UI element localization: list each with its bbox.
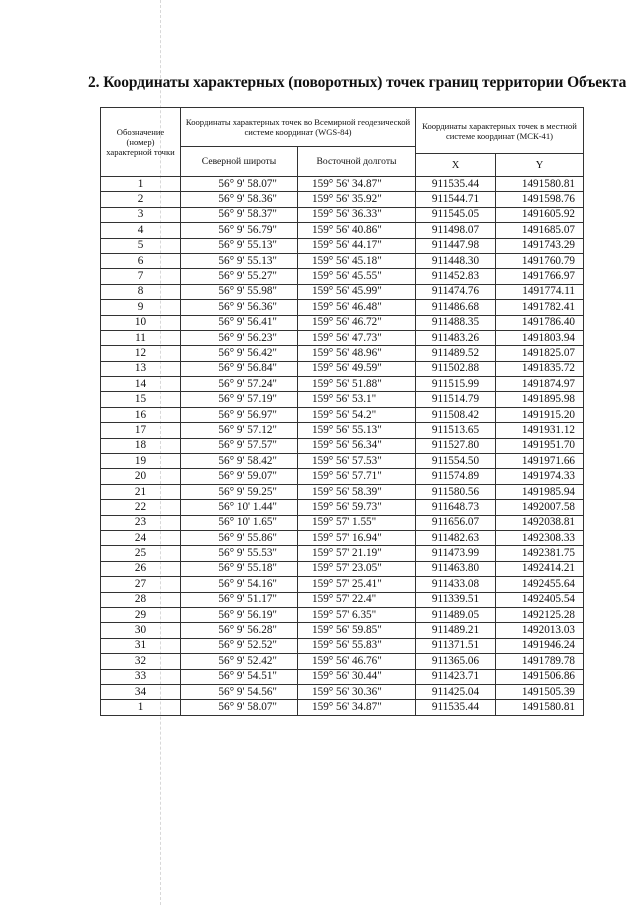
table-row bbox=[101, 700, 584, 715]
x-coordinate-cell: 911463.80 bbox=[416, 561, 496, 576]
longitude-cell: 159° 56' 51.88" bbox=[298, 377, 416, 392]
table-row bbox=[101, 300, 584, 315]
table-row bbox=[101, 654, 584, 669]
y-coordinate-cell: 1491951.70 bbox=[496, 438, 584, 453]
longitude-cell: 159° 56' 46.48" bbox=[298, 300, 416, 315]
table-row bbox=[101, 592, 584, 607]
longitude-cell: 159° 57' 21.19" bbox=[298, 546, 416, 561]
latitude-cell: 56° 9' 51.17" bbox=[181, 592, 298, 607]
latitude-cell: 56° 9' 52.42" bbox=[181, 654, 298, 669]
point-number-cell: 24 bbox=[101, 530, 181, 545]
y-coordinate-cell: 1491786.40 bbox=[496, 315, 584, 330]
x-coordinate-cell: 911447.98 bbox=[416, 238, 496, 253]
latitude-cell: 56° 9' 55.53" bbox=[181, 546, 298, 561]
x-coordinate-cell: 911488.35 bbox=[416, 315, 496, 330]
y-coordinate-cell: 1491789.78 bbox=[496, 654, 584, 669]
table-row bbox=[101, 638, 584, 653]
latitude-cell: 56° 9' 56.84" bbox=[181, 361, 298, 376]
x-coordinate-cell: 911489.05 bbox=[416, 607, 496, 622]
header-y: Y bbox=[496, 154, 584, 177]
point-number-cell: 10 bbox=[101, 315, 181, 330]
latitude-cell: 56° 9' 56.36" bbox=[181, 300, 298, 315]
table-row bbox=[101, 377, 584, 392]
y-coordinate-cell: 1491605.92 bbox=[496, 207, 584, 222]
y-coordinate-cell: 1491974.33 bbox=[496, 469, 584, 484]
longitude-cell: 159° 56' 44.17" bbox=[298, 238, 416, 253]
longitude-cell: 159° 56' 30.44" bbox=[298, 669, 416, 684]
header-longitude: Восточной долготы bbox=[298, 147, 416, 177]
point-number-cell: 13 bbox=[101, 361, 181, 376]
table-row bbox=[101, 238, 584, 253]
longitude-cell: 159° 57' 22.4" bbox=[298, 592, 416, 607]
longitude-cell: 159° 57' 6.35" bbox=[298, 607, 416, 622]
x-coordinate-cell: 911482.63 bbox=[416, 530, 496, 545]
longitude-cell: 159° 56' 34.87" bbox=[298, 700, 416, 715]
point-number-cell: 23 bbox=[101, 515, 181, 530]
y-coordinate-cell: 1492125.28 bbox=[496, 607, 584, 622]
latitude-cell: 56° 9' 58.42" bbox=[181, 454, 298, 469]
latitude-cell: 56° 9' 54.16" bbox=[181, 577, 298, 592]
x-coordinate-cell: 911544.71 bbox=[416, 192, 496, 207]
latitude-cell: 56° 9' 58.07" bbox=[181, 177, 298, 192]
longitude-cell: 159° 56' 45.99" bbox=[298, 284, 416, 299]
point-number-cell: 3 bbox=[101, 207, 181, 222]
longitude-cell: 159° 56' 36.33" bbox=[298, 207, 416, 222]
x-coordinate-cell: 911483.26 bbox=[416, 330, 496, 345]
longitude-cell: 159° 56' 30.36" bbox=[298, 684, 416, 699]
section-heading: 2. Координаты характерных (поворотных) точек границ территории Объекта bbox=[88, 74, 627, 91]
table-row bbox=[101, 484, 584, 499]
x-coordinate-cell: 911448.30 bbox=[416, 253, 496, 268]
x-coordinate-cell: 911648.73 bbox=[416, 500, 496, 515]
longitude-cell: 159° 56' 45.55" bbox=[298, 269, 416, 284]
longitude-cell: 159° 57' 16.94" bbox=[298, 530, 416, 545]
point-number-cell: 9 bbox=[101, 300, 181, 315]
latitude-cell: 56° 9' 58.36" bbox=[181, 192, 298, 207]
y-coordinate-cell: 1491782.41 bbox=[496, 300, 584, 315]
y-coordinate-cell: 1492038.81 bbox=[496, 515, 584, 530]
x-coordinate-cell: 911486.68 bbox=[416, 300, 496, 315]
y-coordinate-cell: 1492405.54 bbox=[496, 592, 584, 607]
latitude-cell: 56° 9' 56.28" bbox=[181, 623, 298, 638]
table-row bbox=[101, 269, 584, 284]
longitude-cell: 159° 56' 46.76" bbox=[298, 654, 416, 669]
table-row bbox=[101, 207, 584, 222]
point-number-cell: 34 bbox=[101, 684, 181, 699]
table-row bbox=[101, 284, 584, 299]
longitude-cell: 159° 56' 58.39" bbox=[298, 484, 416, 499]
point-number-cell: 6 bbox=[101, 253, 181, 268]
x-coordinate-cell: 911527.80 bbox=[416, 438, 496, 453]
table-row bbox=[101, 684, 584, 699]
header-latitude: Северной широты bbox=[181, 147, 298, 177]
y-coordinate-cell: 1492013.03 bbox=[496, 623, 584, 638]
x-coordinate-cell: 911452.83 bbox=[416, 269, 496, 284]
latitude-cell: 56° 9' 57.12" bbox=[181, 423, 298, 438]
y-coordinate-cell: 1491774.11 bbox=[496, 284, 584, 299]
point-number-cell: 30 bbox=[101, 623, 181, 638]
table-row bbox=[101, 515, 584, 530]
x-coordinate-cell: 911535.44 bbox=[416, 700, 496, 715]
x-coordinate-cell: 911574.89 bbox=[416, 469, 496, 484]
table-row bbox=[101, 469, 584, 484]
latitude-cell: 56° 9' 52.52" bbox=[181, 638, 298, 653]
latitude-cell: 56° 9' 54.56" bbox=[181, 684, 298, 699]
y-coordinate-cell: 1492007.58 bbox=[496, 500, 584, 515]
x-coordinate-cell: 911580.56 bbox=[416, 484, 496, 499]
latitude-cell: 56° 9' 55.86" bbox=[181, 530, 298, 545]
coordinates-table bbox=[100, 107, 584, 716]
longitude-cell: 159° 56' 53.1" bbox=[298, 392, 416, 407]
longitude-cell: 159° 56' 57.71" bbox=[298, 469, 416, 484]
longitude-cell: 159° 56' 57.53" bbox=[298, 454, 416, 469]
point-number-cell: 5 bbox=[101, 238, 181, 253]
y-coordinate-cell: 1491580.81 bbox=[496, 177, 584, 192]
latitude-cell: 56° 9' 59.07" bbox=[181, 469, 298, 484]
longitude-cell: 159° 56' 59.85" bbox=[298, 623, 416, 638]
x-coordinate-cell: 911489.52 bbox=[416, 346, 496, 361]
x-coordinate-cell: 911423.71 bbox=[416, 669, 496, 684]
table-row bbox=[101, 177, 584, 192]
longitude-cell: 159° 56' 55.83" bbox=[298, 638, 416, 653]
point-number-cell: 16 bbox=[101, 407, 181, 422]
table-row bbox=[101, 315, 584, 330]
point-number-cell: 29 bbox=[101, 607, 181, 622]
longitude-cell: 159° 57' 23.05" bbox=[298, 561, 416, 576]
latitude-cell: 56° 9' 55.18" bbox=[181, 561, 298, 576]
x-coordinate-cell: 911498.07 bbox=[416, 223, 496, 238]
x-coordinate-cell: 911473.99 bbox=[416, 546, 496, 561]
y-coordinate-cell: 1491971.66 bbox=[496, 454, 584, 469]
point-number-cell: 21 bbox=[101, 484, 181, 499]
x-coordinate-cell: 911515.99 bbox=[416, 377, 496, 392]
latitude-cell: 56° 9' 56.42" bbox=[181, 346, 298, 361]
point-number-cell: 14 bbox=[101, 377, 181, 392]
latitude-cell: 56° 9' 54.51" bbox=[181, 669, 298, 684]
table-row bbox=[101, 454, 584, 469]
x-coordinate-cell: 911545.05 bbox=[416, 207, 496, 222]
longitude-cell: 159° 56' 34.87" bbox=[298, 177, 416, 192]
y-coordinate-cell: 1491946.24 bbox=[496, 638, 584, 653]
table-row bbox=[101, 530, 584, 545]
longitude-cell: 159° 56' 49.59" bbox=[298, 361, 416, 376]
x-coordinate-cell: 911371.51 bbox=[416, 638, 496, 653]
x-coordinate-cell: 911554.50 bbox=[416, 454, 496, 469]
latitude-cell: 56° 9' 57.19" bbox=[181, 392, 298, 407]
header-msk41-group: Координаты характерных точек в местной системе координат (МСК-41) bbox=[416, 108, 584, 154]
latitude-cell: 56° 9' 58.37" bbox=[181, 207, 298, 222]
longitude-cell: 159° 56' 47.73" bbox=[298, 330, 416, 345]
latitude-cell: 56° 10' 1.65" bbox=[181, 515, 298, 530]
y-coordinate-cell: 1491915.20 bbox=[496, 407, 584, 422]
latitude-cell: 56° 9' 55.27" bbox=[181, 269, 298, 284]
latitude-cell: 56° 9' 56.19" bbox=[181, 607, 298, 622]
latitude-cell: 56° 10' 1.44" bbox=[181, 500, 298, 515]
latitude-cell: 56° 9' 58.07" bbox=[181, 700, 298, 715]
point-number-cell: 8 bbox=[101, 284, 181, 299]
x-coordinate-cell: 911508.42 bbox=[416, 407, 496, 422]
x-coordinate-cell: 911656.07 bbox=[416, 515, 496, 530]
point-number-cell: 1 bbox=[101, 700, 181, 715]
table-row bbox=[101, 438, 584, 453]
point-number-cell: 11 bbox=[101, 330, 181, 345]
point-number-cell: 4 bbox=[101, 223, 181, 238]
latitude-cell: 56° 9' 56.41" bbox=[181, 315, 298, 330]
longitude-cell: 159° 57' 25.41" bbox=[298, 577, 416, 592]
x-coordinate-cell: 911474.76 bbox=[416, 284, 496, 299]
table-row bbox=[101, 192, 584, 207]
x-coordinate-cell: 911489.21 bbox=[416, 623, 496, 638]
y-coordinate-cell: 1492455.64 bbox=[496, 577, 584, 592]
x-coordinate-cell: 911535.44 bbox=[416, 177, 496, 192]
point-number-cell: 33 bbox=[101, 669, 181, 684]
y-coordinate-cell: 1492308.33 bbox=[496, 530, 584, 545]
table-row bbox=[101, 623, 584, 638]
y-coordinate-cell: 1491985.94 bbox=[496, 484, 584, 499]
y-coordinate-cell: 1491803.94 bbox=[496, 330, 584, 345]
longitude-cell: 159° 57' 1.55" bbox=[298, 515, 416, 530]
y-coordinate-cell: 1491895.98 bbox=[496, 392, 584, 407]
point-number-cell: 26 bbox=[101, 561, 181, 576]
point-number-cell: 12 bbox=[101, 346, 181, 361]
table-row bbox=[101, 361, 584, 376]
latitude-cell: 56° 9' 55.13" bbox=[181, 253, 298, 268]
latitude-cell: 56° 9' 57.24" bbox=[181, 377, 298, 392]
longitude-cell: 159° 56' 59.73" bbox=[298, 500, 416, 515]
longitude-cell: 159° 56' 35.92" bbox=[298, 192, 416, 207]
longitude-cell: 159° 56' 55.13" bbox=[298, 423, 416, 438]
longitude-cell: 159° 56' 54.2" bbox=[298, 407, 416, 422]
point-number-cell: 15 bbox=[101, 392, 181, 407]
coordinates-table-body bbox=[101, 177, 584, 716]
point-number-cell: 7 bbox=[101, 269, 181, 284]
table-row bbox=[101, 392, 584, 407]
table-row bbox=[101, 423, 584, 438]
x-coordinate-cell: 911502.88 bbox=[416, 361, 496, 376]
longitude-cell: 159° 56' 46.72" bbox=[298, 315, 416, 330]
point-number-cell: 27 bbox=[101, 577, 181, 592]
x-coordinate-cell: 911425.04 bbox=[416, 684, 496, 699]
header-x: X bbox=[416, 154, 496, 177]
table-row bbox=[101, 253, 584, 268]
table-row bbox=[101, 546, 584, 561]
point-number-cell: 1 bbox=[101, 177, 181, 192]
latitude-cell: 56° 9' 57.57" bbox=[181, 438, 298, 453]
y-coordinate-cell: 1491580.81 bbox=[496, 700, 584, 715]
y-coordinate-cell: 1491874.97 bbox=[496, 377, 584, 392]
header-point-number: Обозначение (номер) характерной точки bbox=[101, 108, 181, 177]
x-coordinate-cell: 911513.65 bbox=[416, 423, 496, 438]
header-wgs84-group: Координаты характерных точек во Всемирной геодезической системе координат (WGS-84) bbox=[181, 108, 416, 147]
longitude-cell: 159° 56' 48.96" bbox=[298, 346, 416, 361]
y-coordinate-cell: 1491760.79 bbox=[496, 253, 584, 268]
y-coordinate-cell: 1491766.97 bbox=[496, 269, 584, 284]
table-row bbox=[101, 561, 584, 576]
latitude-cell: 56° 9' 55.98" bbox=[181, 284, 298, 299]
latitude-cell: 56° 9' 55.13" bbox=[181, 238, 298, 253]
point-number-cell: 18 bbox=[101, 438, 181, 453]
point-number-cell: 19 bbox=[101, 454, 181, 469]
latitude-cell: 56° 9' 56.79" bbox=[181, 223, 298, 238]
point-number-cell: 17 bbox=[101, 423, 181, 438]
longitude-cell: 159° 56' 56.34" bbox=[298, 438, 416, 453]
point-number-cell: 22 bbox=[101, 500, 181, 515]
y-coordinate-cell: 1491825.07 bbox=[496, 346, 584, 361]
y-coordinate-cell: 1491743.29 bbox=[496, 238, 584, 253]
y-coordinate-cell: 1491835.72 bbox=[496, 361, 584, 376]
point-number-cell: 20 bbox=[101, 469, 181, 484]
y-coordinate-cell: 1492381.75 bbox=[496, 546, 584, 561]
point-number-cell: 28 bbox=[101, 592, 181, 607]
x-coordinate-cell: 911433.08 bbox=[416, 577, 496, 592]
table-row bbox=[101, 407, 584, 422]
table-row bbox=[101, 500, 584, 515]
table-row bbox=[101, 346, 584, 361]
y-coordinate-cell: 1492414.21 bbox=[496, 561, 584, 576]
x-coordinate-cell: 911365.06 bbox=[416, 654, 496, 669]
longitude-cell: 159° 56' 45.18" bbox=[298, 253, 416, 268]
point-number-cell: 2 bbox=[101, 192, 181, 207]
y-coordinate-cell: 1491931.12 bbox=[496, 423, 584, 438]
latitude-cell: 56° 9' 59.25" bbox=[181, 484, 298, 499]
table-row bbox=[101, 669, 584, 684]
latitude-cell: 56° 9' 56.97" bbox=[181, 407, 298, 422]
table-row bbox=[101, 330, 584, 345]
table-row bbox=[101, 223, 584, 238]
y-coordinate-cell: 1491506.86 bbox=[496, 669, 584, 684]
x-coordinate-cell: 911514.79 bbox=[416, 392, 496, 407]
longitude-cell: 159° 56' 40.86" bbox=[298, 223, 416, 238]
y-coordinate-cell: 1491505.39 bbox=[496, 684, 584, 699]
point-number-cell: 25 bbox=[101, 546, 181, 561]
y-coordinate-cell: 1491598.76 bbox=[496, 192, 584, 207]
point-number-cell: 31 bbox=[101, 638, 181, 653]
table-row bbox=[101, 607, 584, 622]
point-number-cell: 32 bbox=[101, 654, 181, 669]
table-row bbox=[101, 577, 584, 592]
x-coordinate-cell: 911339.51 bbox=[416, 592, 496, 607]
y-coordinate-cell: 1491685.07 bbox=[496, 223, 584, 238]
latitude-cell: 56° 9' 56.23" bbox=[181, 330, 298, 345]
